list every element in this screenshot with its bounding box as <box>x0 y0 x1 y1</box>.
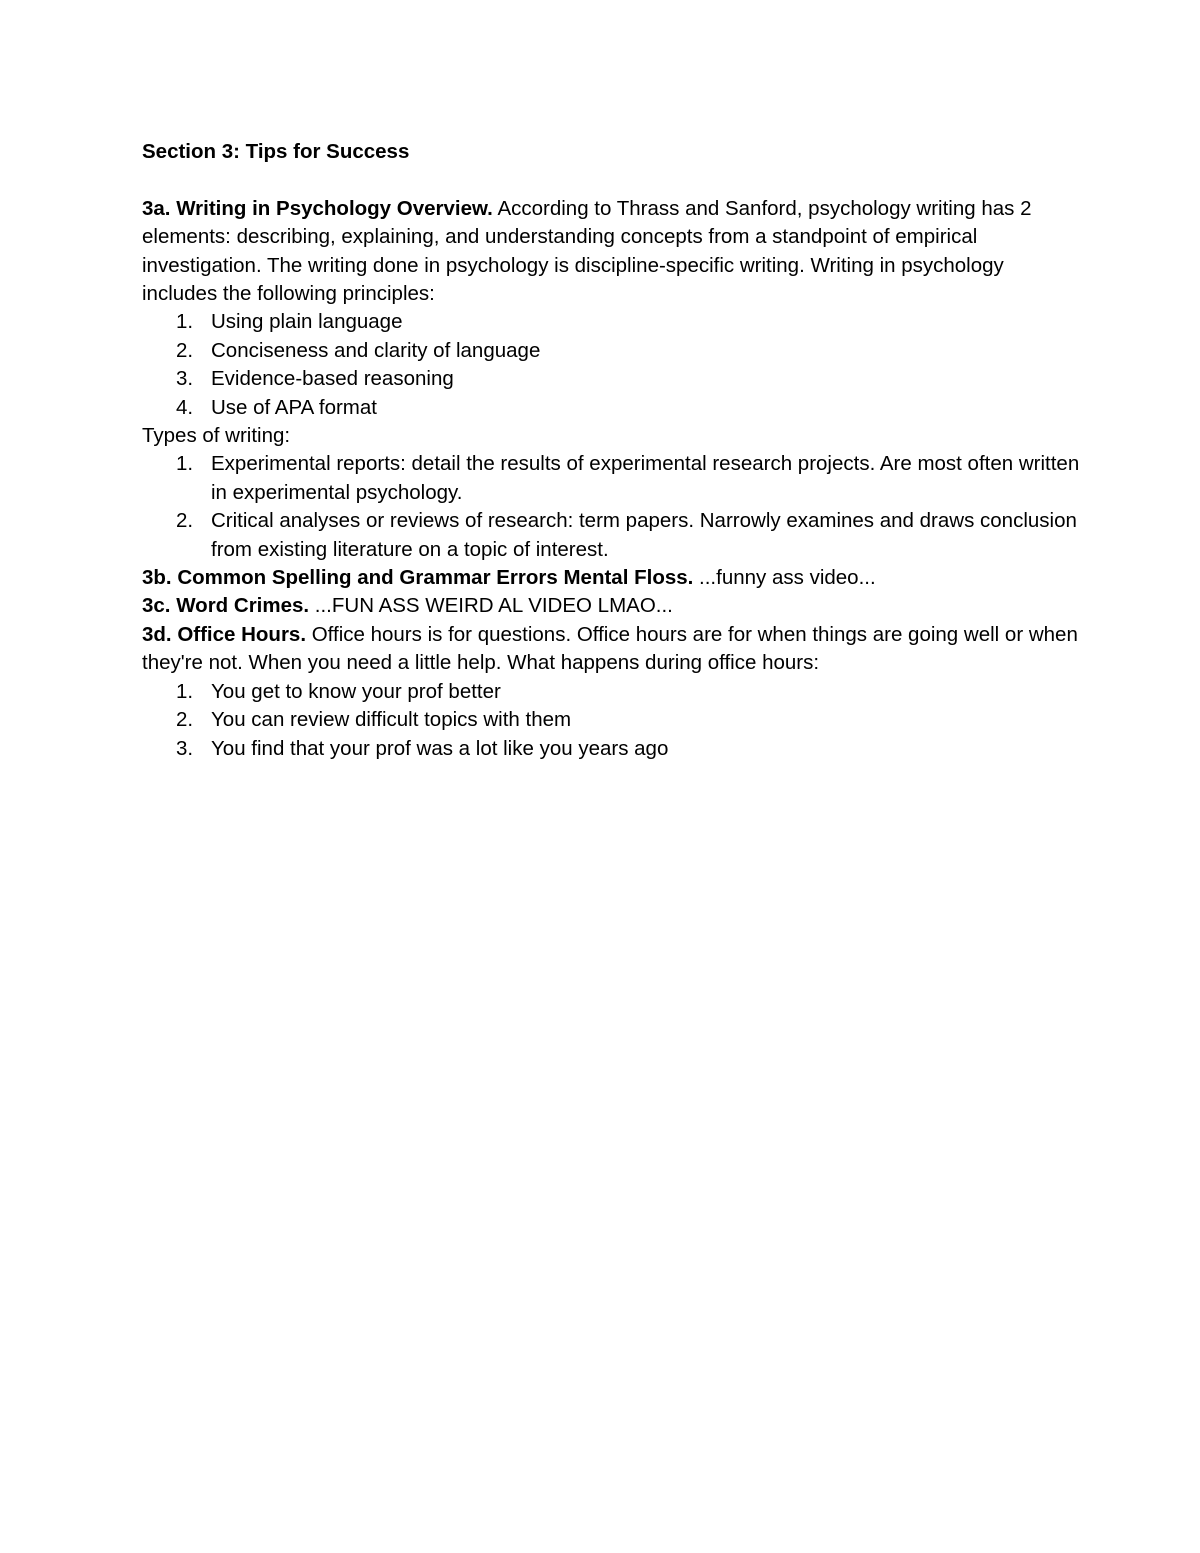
list-item-text: Critical analyses or reviews of research: term papers. Narrowly examines and draws conclusion from existing literature on a topic of interest. <box>211 509 1077 561</box>
list-item <box>142 735 1082 763</box>
list-item-text: You can review difficult topics with them <box>211 708 572 732</box>
list-number: 2. <box>176 338 194 362</box>
document-page <box>142 138 1082 763</box>
list-item-text: Experimental reports: detail the results of experimental research projects. Are most often written in experimental psychology. <box>211 452 1080 504</box>
list-number: 3. <box>176 736 194 760</box>
paragraph-3b-text: ...funny ass video... <box>693 566 876 590</box>
list-item <box>142 678 1082 706</box>
list-number: 1. <box>176 679 194 703</box>
list-number: 1. <box>176 452 194 476</box>
office-hours-list <box>142 678 1082 763</box>
list-item <box>142 308 1082 336</box>
list-item-text: Conciseness and clarity of language <box>211 338 541 362</box>
paragraph-3a <box>142 195 1082 309</box>
list-item-text: You find that your prof was a lot like you years ago <box>211 736 669 760</box>
principles-list <box>142 308 1082 422</box>
writing-types-list <box>142 450 1082 564</box>
list-number: 1. <box>176 310 194 334</box>
list-item <box>142 706 1082 734</box>
list-number: 2. <box>176 509 194 533</box>
list-number: 2. <box>176 708 194 732</box>
section-title: Section 3: Tips for Success <box>142 140 410 163</box>
list-number: 3. <box>176 367 194 391</box>
list-item <box>142 394 1082 422</box>
list-item-text: Use of APA format <box>211 395 377 419</box>
list-item <box>142 450 1082 507</box>
paragraph-3d-label: 3d. Office Hours. <box>142 622 307 646</box>
paragraph-3d-text: Office hours is for questions. Office hours are for when things are going well or when they're not. When you need a little help. What happens during office hours: <box>142 622 1078 675</box>
list-item <box>142 507 1082 564</box>
list-item <box>142 365 1082 393</box>
paragraph-3a-label: 3a. Writing in Psychology Overview. <box>142 196 493 220</box>
list-item <box>142 337 1082 365</box>
paragraph-3b <box>142 564 1082 592</box>
list-item-text: Using plain language <box>211 310 403 334</box>
paragraph-3c-label: 3c. Word Crimes. <box>142 594 310 618</box>
list-number: 4. <box>176 395 194 419</box>
list-item-text: Evidence-based reasoning <box>211 367 454 391</box>
paragraph-3b-label: 3b. Common Spelling and Grammar Errors Mental Floss. <box>142 566 694 590</box>
paragraph-3a-text: According to Thrass and Sanford, psychology writing has 2 elements: describing, explaining, and understanding concepts from a standpoint of empirical investigation. The writing done in psychology is discipline-specific writing. Writing in psychology includes the following principles: <box>142 196 1032 306</box>
paragraph-3c <box>142 592 1082 620</box>
list-item-text: You get to know your prof better <box>211 679 501 703</box>
paragraph-3c-text: ...FUN ASS WEIRD AL VIDEO LMAO... <box>309 594 673 618</box>
types-of-writing-label: Types of writing: <box>142 424 291 448</box>
blank-line <box>142 166 1082 194</box>
paragraph-3d <box>142 621 1082 678</box>
